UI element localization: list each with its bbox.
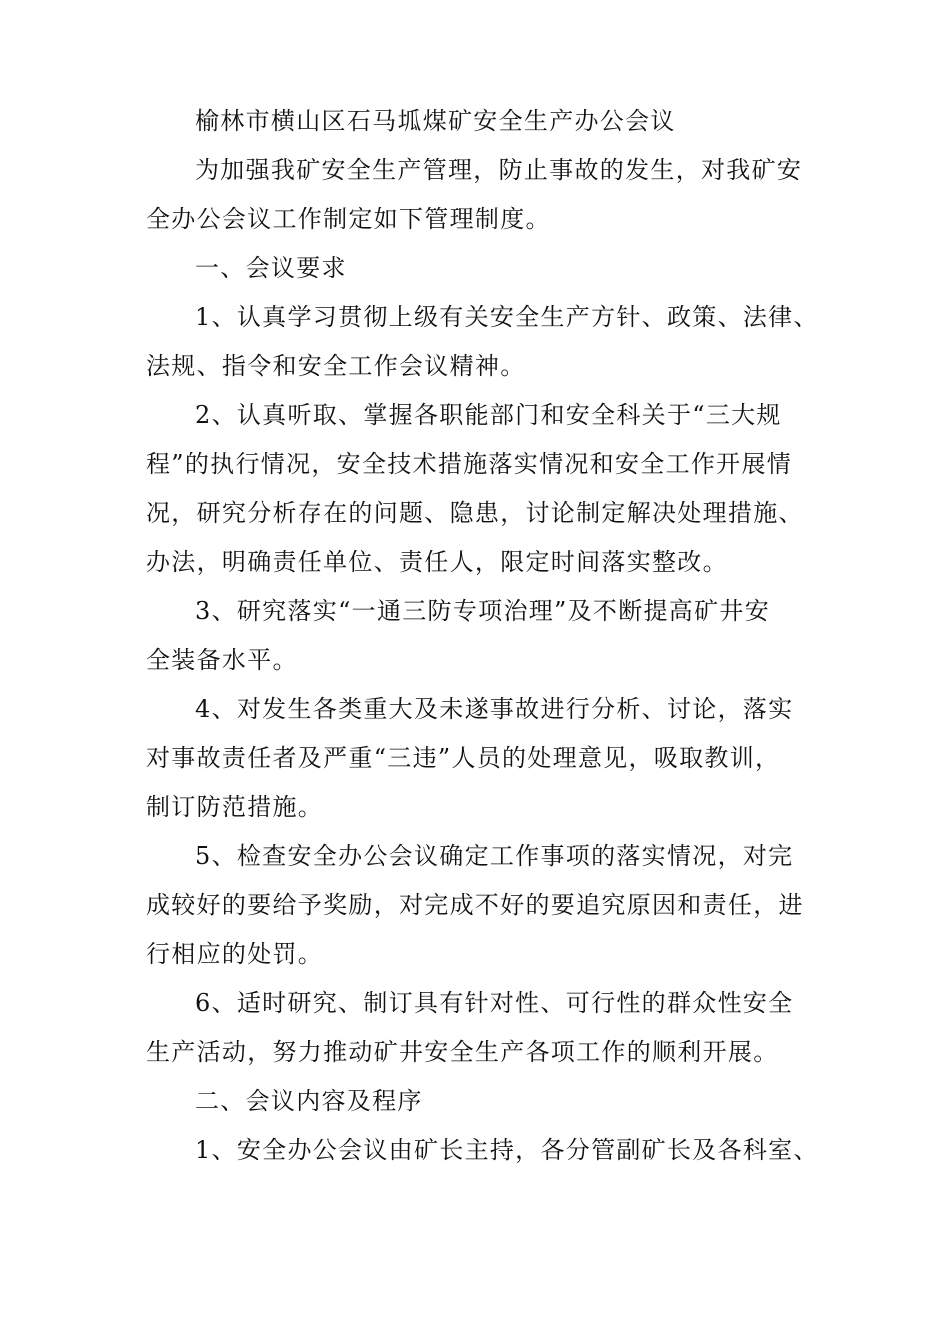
paragraph-line: 6、适时研究、制订具有针对性、可行性的群众性安全 — [195, 989, 794, 1017]
paragraph-line: 行相应的处罚。 — [146, 940, 324, 968]
document-title: 榆林市横山区石马坬煤矿安全生产办公会议 — [195, 107, 676, 135]
paragraph-line: 3、研究落实“一通三防专项治理”及不断提高矿井安 — [195, 597, 771, 625]
paragraph-line: 全装备水平。 — [146, 646, 298, 674]
section-heading: 一、会议要求 — [195, 254, 347, 282]
section-heading: 二、会议内容及程序 — [195, 1087, 423, 1115]
paragraph-line: 1、认真学习贯彻上级有关安全生产方针、政策、法律、 — [195, 303, 819, 331]
paragraph-line: 制订防范措施。 — [146, 793, 324, 821]
paragraph-line: 成较好的要给予奖励，对完成不好的要追究原因和责任，进 — [146, 891, 804, 919]
paragraph-line: 全办公会议工作制定如下管理制度。 — [146, 205, 551, 233]
paragraph-line: 程”的执行情况，安全技术措施落实情况和安全工作开展情 — [146, 450, 793, 478]
paragraph-line: 5、检查安全办公会议确定工作事项的落实情况，对完 — [195, 842, 794, 870]
paragraph-line: 为加强我矿安全生产管理，防止事故的发生，对我矿安 — [195, 156, 803, 184]
paragraph-line: 法规、指令和安全工作会议精神。 — [146, 352, 526, 380]
paragraph-line: 4、对发生各类重大及未遂事故进行分析、讨论，落实 — [195, 695, 794, 723]
paragraph-line: 况，研究分析存在的问题、隐患，讨论制定解决处理措施、 — [146, 499, 804, 527]
paragraph-line: 办法，明确责任单位、责任人，限定时间落实整改。 — [146, 548, 728, 576]
paragraph-line: 2、认真听取、掌握各职能部门和安全科关于“三大规 — [195, 401, 782, 429]
paragraph-line: 1、安全办公会议由矿长主持，各分管副矿长及各科室、 — [195, 1136, 819, 1164]
paragraph-line: 对事故责任者及严重“三违”人员的处理意见，吸取教训， — [146, 744, 781, 772]
paragraph-line: 生产活动，努力推动矿井安全生产各项工作的顺利开展。 — [146, 1038, 779, 1066]
